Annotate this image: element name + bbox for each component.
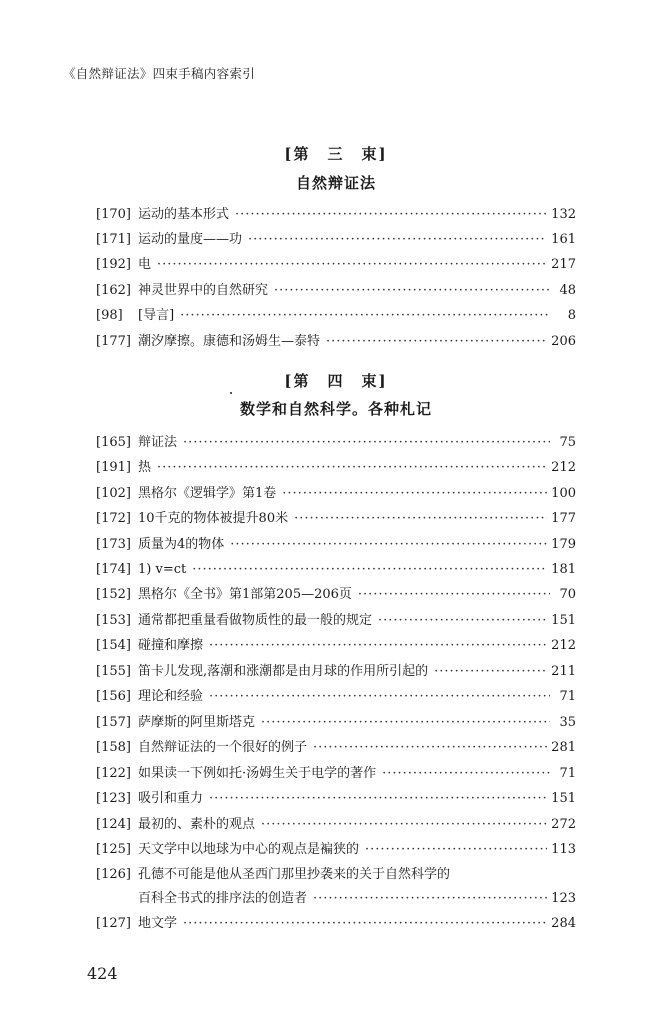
entry-title: 1) v=ct [138, 562, 187, 577]
section-3-heading: [第 三 束] [284, 145, 388, 163]
entry-number: [152] [96, 587, 131, 602]
toc-entry [96, 230, 576, 250]
toc-entry [96, 687, 576, 707]
entry-title: 孔德不可能是他从圣西门那里抄袭来的关于自然科学的 [138, 867, 451, 882]
toc-entry [96, 560, 576, 580]
dot-leader [209, 789, 547, 809]
entry-number: [156] [96, 689, 131, 704]
toc-entry [96, 636, 576, 656]
dot-leader [282, 484, 547, 504]
dot-leader [209, 687, 550, 707]
entry-title: 辩证法 [138, 435, 178, 450]
entry-title: 理论和经验 [138, 689, 204, 704]
entry-number: [154] [96, 638, 131, 653]
entry-title: 运动的量度——功 [138, 232, 243, 247]
entry-page: 70 [559, 587, 576, 602]
entry-page: 71 [559, 689, 576, 704]
toc-entry [96, 914, 576, 934]
entry-number: [174] [96, 562, 131, 577]
entry-page: 132 [551, 207, 576, 222]
toc-entry [96, 458, 576, 478]
entry-page: 123 [551, 891, 576, 906]
dot-leader [378, 611, 547, 631]
entry-page: 8 [567, 308, 576, 323]
entry-page: 113 [551, 842, 576, 857]
entry-title: 萨摩斯的阿里斯塔克 [138, 715, 256, 730]
dot-leader [294, 509, 547, 529]
entry-number: [127] [96, 916, 131, 931]
toc-entry [96, 433, 576, 453]
entry-title: 黑格尔《全书》第1部第205—206页 [138, 587, 352, 602]
entry-page: 161 [551, 232, 576, 247]
dot-leader [261, 815, 547, 835]
entry-title: 吸引和重力 [138, 791, 204, 806]
toc-entry [96, 662, 576, 682]
entry-page: 272 [551, 817, 576, 832]
entry-title: 电 [138, 257, 152, 272]
entry-page: 177 [551, 511, 576, 526]
entry-page: 281 [551, 740, 576, 755]
dot-leader [313, 889, 547, 909]
entry-title: 运动的基本形式 [138, 207, 230, 222]
toc-entry [96, 713, 576, 733]
entry-title: [导言] [138, 308, 175, 323]
entry-number: [191] [96, 460, 131, 475]
toc-entry [96, 205, 576, 225]
entry-page: 71 [559, 766, 576, 781]
entry-number: [122] [96, 766, 131, 781]
entry-number: [177] [96, 334, 131, 349]
toc-entry [96, 255, 576, 275]
dot-leader [313, 738, 547, 758]
entry-title: 自然辩证法的一个很好的例子 [138, 740, 308, 755]
dot-leader [358, 585, 550, 605]
entry-page: 35 [559, 715, 576, 730]
entry-number: [170] [96, 207, 131, 222]
dot-leader [192, 560, 547, 580]
toc-entry [96, 509, 576, 529]
entry-title: 通常都把重量看做物质性的最一般的规定 [138, 613, 373, 628]
entry-title: 10千克的物体被提升80米 [138, 511, 289, 526]
section-4-heading: [第 四 束] [284, 372, 388, 390]
entry-page: 48 [559, 283, 576, 298]
entry-title: 黑格尔《逻辑学》第1卷 [138, 486, 277, 501]
entry-title: 神灵世界中的自然研究 [138, 283, 269, 298]
toc-entry [96, 738, 576, 758]
dot-leader [235, 205, 547, 225]
toc-entry [96, 306, 576, 326]
entry-number: [126] [96, 867, 131, 882]
entry-number: [165] [96, 435, 131, 450]
toc-entry [96, 535, 576, 555]
toc-entry [96, 332, 576, 352]
entry-number: [153] [96, 613, 131, 628]
scan-speck [230, 392, 232, 394]
dot-leader [209, 636, 547, 656]
entry-number: [171] [96, 232, 131, 247]
entry-title: 碰撞和摩擦 [138, 638, 204, 653]
running-header: 《自然辩证法》四束手稿内容索引 [63, 66, 256, 81]
entry-number: [155] [96, 664, 131, 679]
entry-title: 地文学 [138, 916, 178, 931]
dot-leader [183, 433, 550, 453]
section-4-title: 数学和自然科学。各种札记 [239, 400, 432, 418]
entry-title: 最初的、素朴的观点 [138, 817, 256, 832]
entry-number: [125] [96, 842, 131, 857]
dot-leader [382, 764, 550, 784]
toc-entry [96, 840, 576, 860]
toc-entry [96, 611, 576, 631]
entry-number: [162] [96, 283, 131, 298]
entry-page: 212 [551, 460, 576, 475]
dot-leader [326, 332, 547, 352]
toc-entry [96, 815, 576, 835]
entry-number: [173] [96, 537, 131, 552]
toc-entry [96, 281, 576, 301]
entry-number: [124] [96, 817, 131, 832]
dot-leader [261, 713, 550, 733]
entry-number: [102] [96, 486, 131, 501]
dot-leader [365, 840, 547, 860]
entry-title: 笛卡儿发现,落潮和涨潮都是由月球的作用所引起的 [138, 664, 429, 679]
entry-title: 潮汐摩擦。康德和汤姆生—泰特 [138, 334, 321, 349]
dot-leader [434, 662, 547, 682]
toc-entry [96, 764, 576, 784]
dot-leader [157, 458, 547, 478]
entry-number: [157] [96, 715, 131, 730]
dot-leader [180, 306, 550, 326]
entry-page: 206 [551, 334, 576, 349]
toc-entry [96, 865, 576, 885]
entry-number: [98] [96, 308, 123, 323]
entry-title: 如果读一下例如托·汤姆生关于电学的著作 [138, 766, 377, 781]
entry-title-continued: 百科全书式的排序法的创造者 [138, 891, 308, 906]
dot-leader [248, 230, 547, 250]
section-3-title: 自然辩证法 [295, 174, 376, 192]
entry-page: 217 [551, 257, 576, 272]
entry-page: 75 [559, 435, 576, 450]
entry-number: [192] [96, 257, 131, 272]
toc-entry [96, 789, 576, 809]
entry-title: 热 [138, 460, 152, 475]
entry-number: [123] [96, 791, 131, 806]
dot-leader [274, 281, 550, 301]
entry-page: 284 [551, 916, 576, 931]
entry-page: 212 [551, 638, 576, 653]
entry-page: 211 [551, 664, 576, 679]
dot-leader [183, 914, 547, 934]
entry-title: 质量为4的物体 [138, 537, 225, 552]
toc-entry-continuation [96, 889, 576, 909]
entry-page: 181 [551, 562, 576, 577]
entry-number: [172] [96, 511, 131, 526]
entry-page: 179 [551, 537, 576, 552]
toc-entry [96, 585, 576, 605]
entry-page: 100 [551, 486, 576, 501]
entry-title: 天文学中以地球为中心的观点是褊狭的 [138, 842, 360, 857]
toc-entry [96, 484, 576, 504]
entry-page: 151 [551, 613, 576, 628]
dot-leader [157, 255, 547, 275]
entry-number: [158] [96, 740, 131, 755]
entry-page: 151 [551, 791, 576, 806]
page-number: 424 [87, 964, 118, 983]
dot-leader [230, 535, 547, 555]
